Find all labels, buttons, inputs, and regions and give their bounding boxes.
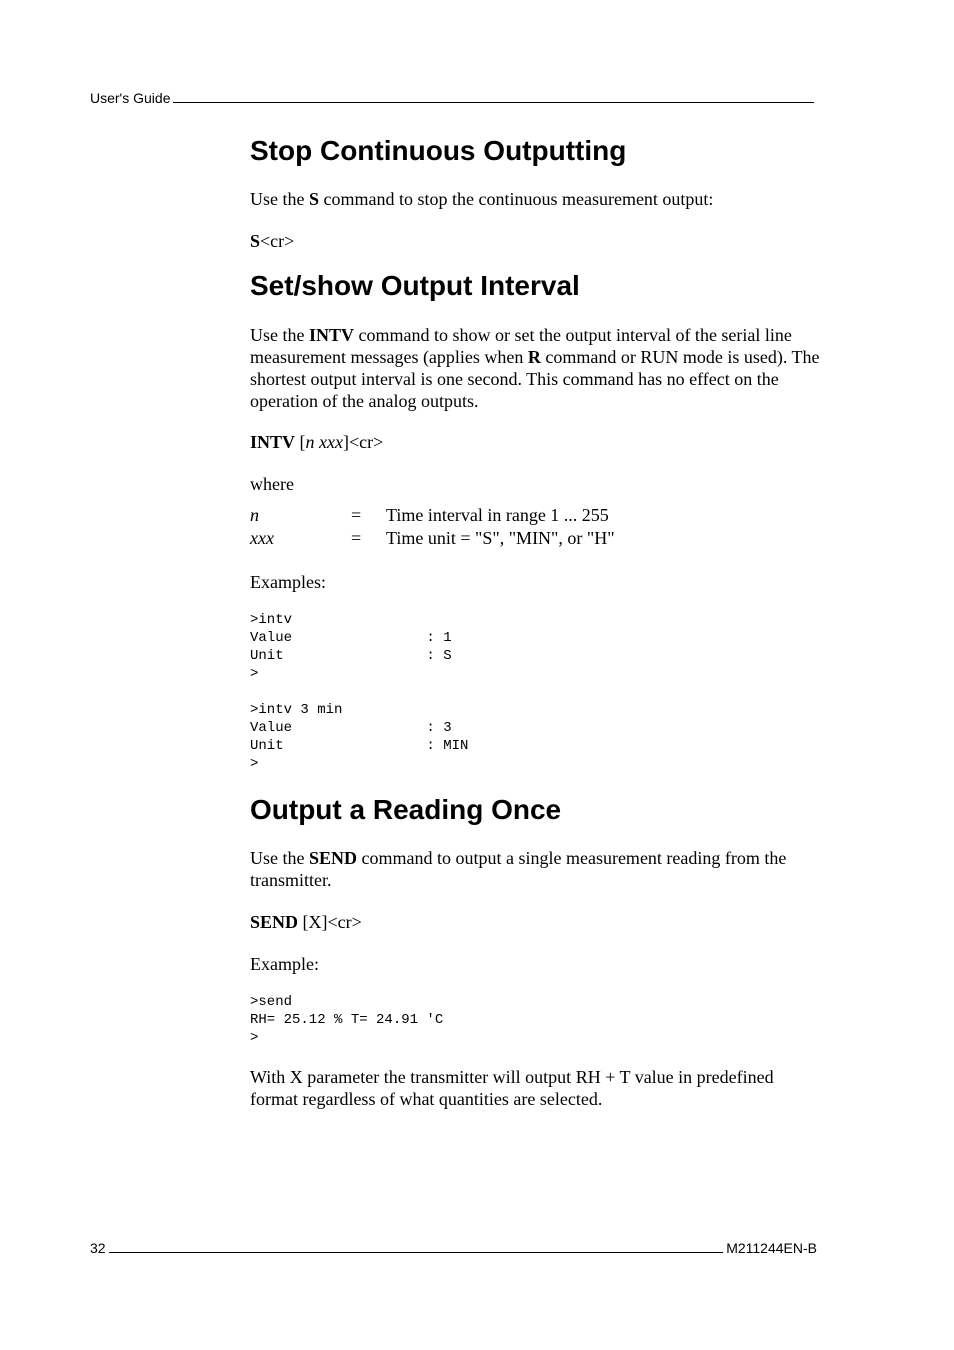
send-desc-part1: Use the: [250, 848, 309, 868]
send-desc-cmd: SEND: [308, 848, 357, 868]
header-title: User's Guide: [90, 90, 171, 106]
intv-desc-part3: command or RUN mode is used). The shortest output interval is one second. This command has no effect on the operation of the analog outputs.: [250, 347, 820, 411]
intv-desc-cmd: INTV: [308, 325, 354, 345]
heading-output-reading-once: Output a Reading Once: [250, 794, 562, 825]
send-note: With X parameter the transmitter will output RH + T value in predefined format regardless of what quantities are selected.: [250, 1067, 774, 1109]
stop-syntax-rest: <cr>: [260, 231, 295, 251]
page-header: [90, 90, 814, 106]
intv-examples-label: Examples:: [250, 572, 326, 592]
document-id: M211244EN-B: [726, 1240, 817, 1256]
header-rule: [173, 102, 814, 103]
page-footer: [90, 1240, 817, 1256]
intv-where: where: [250, 474, 294, 494]
heading-output-interval: Set/show Output Interval: [250, 270, 580, 301]
stop-intro-text: Use the: [250, 189, 309, 209]
param-equals: =: [351, 528, 362, 548]
param-term: n: [250, 505, 259, 525]
intv-description: [250, 324, 820, 412]
send-syntax-rest: [X]<cr>: [298, 912, 362, 932]
param-description: Time interval in range 1 ... 255: [386, 505, 609, 525]
send-syntax-cmd: SEND: [250, 912, 299, 932]
intv-syntax-close: ]<cr>: [342, 432, 384, 452]
stop-intro-text-end: command to stop the continuous measurement output:: [319, 189, 714, 209]
footer-rule: [109, 1252, 724, 1253]
intv-desc-part1: Use the: [250, 325, 309, 345]
heading-stop-continuous: Stop Continuous Outputting: [250, 135, 627, 166]
intv-syntax-cmd: INTV: [250, 432, 296, 452]
intv-desc-part2: command to show or set the output interval of the serial line measurement messages (applies when: [250, 325, 792, 367]
send-example-label: Example:: [250, 954, 319, 974]
page-number: 32: [90, 1240, 106, 1256]
send-example-code: >send RH= 25.12 % T= 24.91 'C >: [250, 994, 444, 1046]
param-equals: =: [351, 505, 362, 525]
intv-syntax-open: [: [295, 432, 306, 452]
send-description: [250, 847, 820, 891]
intv-desc-r-cmd: R: [527, 347, 541, 367]
param-term: xxx: [250, 528, 274, 548]
param-description: Time unit = "S", "MIN", or "H": [386, 528, 615, 548]
send-syntax: [250, 911, 820, 933]
stop-intro: [250, 188, 820, 210]
stop-syntax-cmd: S: [250, 231, 261, 251]
intv-example-code: >intv Value : 1 Unit : S > >intv 3 min Value : 3 Unit : MIN >: [250, 612, 469, 772]
intv-syntax-args: n xxx: [305, 432, 343, 452]
send-desc-part2: command to output a single measurement reading from the transmitter.: [250, 848, 787, 890]
stop-syntax: [250, 230, 820, 252]
stop-intro-cmd: S: [308, 189, 319, 209]
intv-syntax: [250, 431, 820, 453]
